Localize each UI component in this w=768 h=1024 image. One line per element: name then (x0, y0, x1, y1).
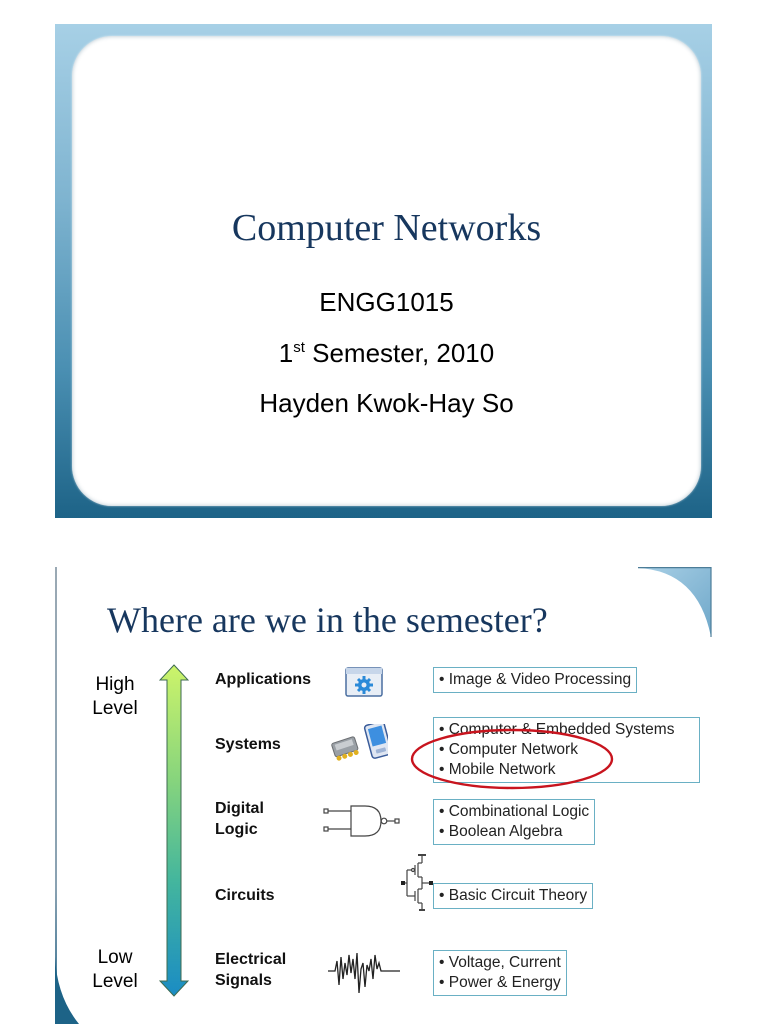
list-item: • Computer Network (439, 740, 694, 760)
layer-label-electrical-signals: Electrical Signals (215, 951, 287, 989)
info-box-electrical-signals (433, 950, 567, 996)
nand-gate-icon (321, 804, 403, 838)
application-gear-icon (345, 667, 383, 697)
course-code: ENGG1015 (319, 287, 454, 317)
list-item: • Voltage, Current (439, 953, 561, 973)
chip-and-pda-icon (328, 724, 388, 766)
info-box-circuits (433, 883, 593, 909)
layer-label-circuits: Circuits (215, 887, 275, 904)
title-slide-content-area (72, 36, 701, 506)
high-level-label: High Level (92, 674, 138, 719)
corner-decoration-icon (638, 567, 712, 637)
semester-text: Semester, 2010 (304, 338, 495, 368)
highlight-ellipse-icon (410, 727, 615, 791)
slide-title: Computer Networks (231, 207, 542, 249)
slide-left-border (55, 567, 57, 1024)
list-item: • Combinational Logic (439, 802, 589, 822)
double-arrow-icon (159, 664, 189, 997)
transistor-circuit-icon (401, 853, 435, 913)
list-item: • Basic Circuit Theory (439, 886, 587, 906)
semester-line (72, 338, 701, 369)
author-name: Hayden Kwok-Hay So (259, 388, 514, 418)
waveform-icon (327, 949, 401, 995)
info-box-applications (433, 667, 637, 693)
slide-title: Where are we in the semester? (107, 600, 548, 640)
semester-overview-slide (55, 567, 712, 1024)
list-item: • Mobile Network (439, 760, 694, 780)
list-item: • Computer & Embedded Systems (439, 720, 694, 740)
semester-ordinal-suffix: st (293, 339, 305, 356)
layer-label-digital-logic: Digital Logic (215, 800, 264, 838)
list-item: • Power & Energy (439, 973, 561, 993)
layer-label-systems: Systems (215, 736, 281, 753)
list-item: • Image & Video Processing (439, 670, 631, 690)
list-item: • Boolean Algebra (439, 822, 589, 842)
semester-ordinal-number: 1 (278, 338, 294, 368)
low-level-label: Low Level (92, 947, 138, 992)
info-box-digital-logic (433, 799, 595, 845)
layer-label-applications: Applications (215, 671, 312, 688)
title-slide (55, 24, 712, 518)
